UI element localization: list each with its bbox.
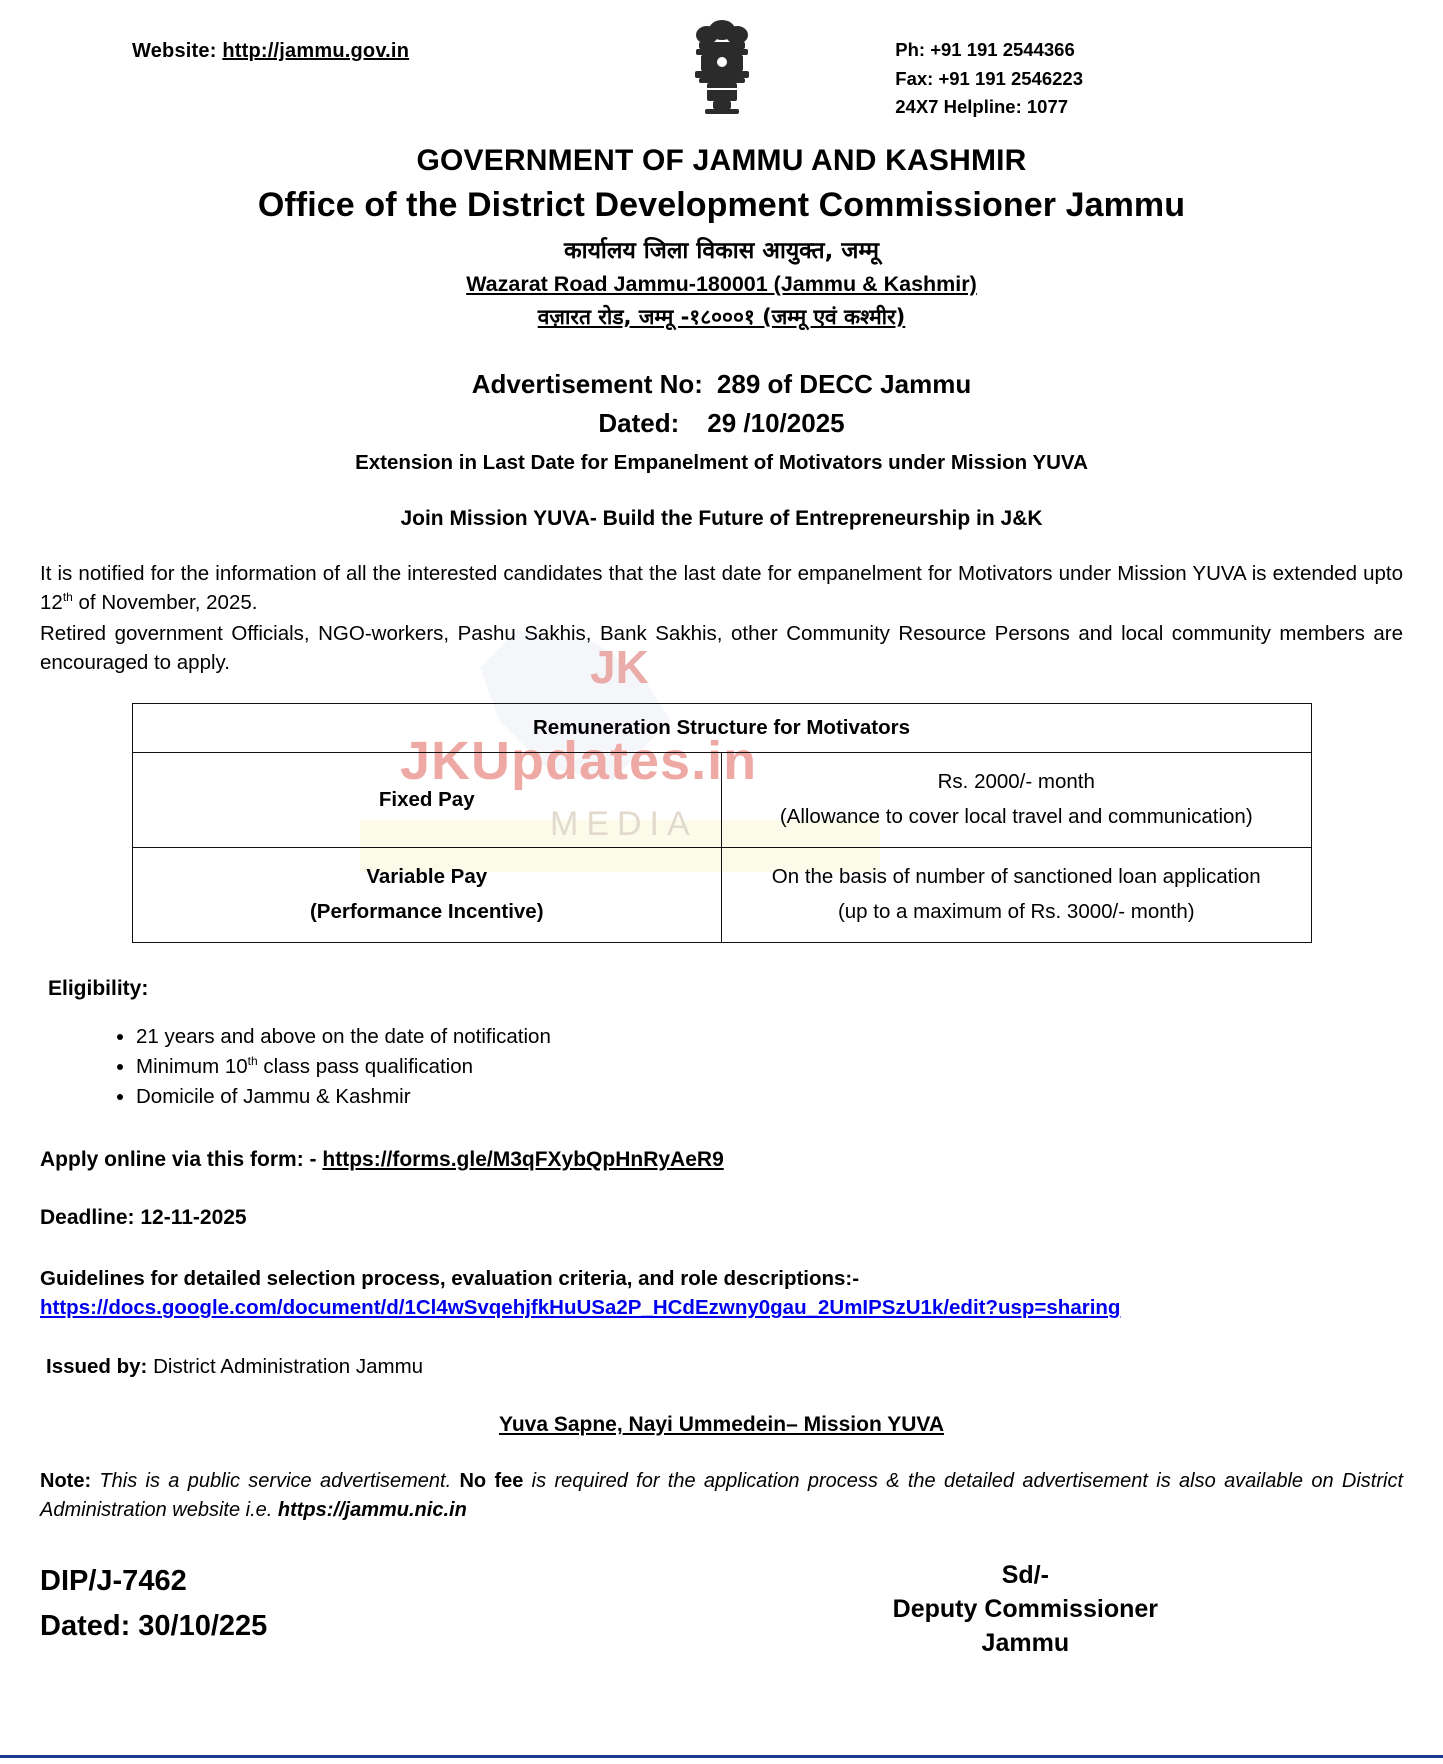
advertisement-dated-value: 29 /10/2025 [707,408,845,438]
advertisement-subject: Extension in Last Date for Empanelment of Motivators under Mission YUVA [355,451,1088,474]
note-part-2: is required for the application process & the detailed advertisement is also available on District Administration website i.e. [40,1470,1403,1522]
application-form-link[interactable]: https://forms.gle/M3qFXybQpHnRyAeR9 [322,1147,724,1171]
notification-text-a: It is notified for the information of all the interested candidates that the last date for empanelment for Motivators under Mission YUVA is extended upto 12 [40,562,1403,615]
dip-dated: Dated: 30/10/225 [40,1610,268,1643]
variable-pay-sublabel: (Performance Incentive) [309,899,544,923]
website-link[interactable]: http://jammu.gov.in [222,40,410,62]
watermark-site-text: JKUpdates.in [400,731,758,791]
eligible-groups-paragraph: Retired government Officials, NGO-workers, Pashu Sakhis, Bank Sakhis, other Community Resource Persons and local community members are encouraged to apply. [40,622,1403,675]
fixed-pay-note: (Allowance to cover local travel and communication) [779,805,1253,829]
website-line [132,40,409,63]
notification-superscript: th [62,590,73,605]
note-part-1: This is a public service advertisement. [91,1470,460,1493]
office-title: Office of the District Development Commissioner Jammu [257,186,1186,224]
national-emblem-icon [687,18,757,128]
notification-paragraph [40,559,1403,617]
variable-pay-basis: On the basis of number of sanctioned loan application [771,865,1261,889]
guidelines-block [40,1264,1403,1323]
advertisement-dated-line [40,408,1403,439]
department-website: https://jammu.nic.in [277,1499,467,1522]
advertisement-number-line [40,369,1403,400]
list-item [136,1053,1403,1081]
office-title-hindi: कार्यालय जिला विकास आयुक्त, जम्मू [563,238,880,264]
table-row [132,753,1311,848]
issued-by-label: Issued by: [46,1355,148,1379]
dip-block [40,1559,267,1649]
eligibility-item-2-pre: Minimum 10 [136,1055,248,1079]
eligibility-item-2-post: class pass qualification [257,1055,474,1079]
apply-label: Apply online via this form: - [40,1147,317,1171]
phone-number: Ph: +91 191 2544366 [895,39,1075,60]
fixed-pay-amount: Rs. 2000/- month [937,770,1095,794]
variable-pay-label: Variable Pay [366,865,488,889]
issued-by-value: District Administration Jammu [153,1355,424,1379]
notification-text-b: of November, 2025. [72,591,258,615]
title-block [40,144,1403,331]
dip-number: DIP/J-7462 [40,1565,187,1598]
contact-block [895,36,1083,122]
bottom-rule [0,1755,1443,1758]
fax-number: Fax: +91 191 2546223 [895,67,1083,89]
note-no-fee: No fee [459,1470,524,1493]
address-hindi: वज़ारत रोड, जम्मू -१८०००१ (जम्मू एवं कश्मीर) [537,305,906,329]
list-item: • 21 years and above on the date of notification [136,1023,1403,1051]
remuneration-table [132,703,1312,942]
remuneration-table-heading: Remuneration Structure for Motivators [132,704,1311,753]
document-footer [40,1559,1403,1689]
advertisement-dated-label: Dated: [598,408,680,438]
variable-pay-value [722,848,1312,943]
signature-block [893,1559,1158,1660]
list-item: • Domicile of Jammu & Kashmir [136,1083,1403,1111]
eligibility-title: Eligibility: [48,976,149,1000]
advertisement-number-label: Advertisement No: [471,369,703,399]
advertisement-tagline: Join Mission YUVA- Build the Future of Entrepreneurship in J&K [400,507,1043,530]
table-row [132,848,1311,943]
advertisement-meta [40,369,1403,531]
fixed-pay-label: Fixed Pay [132,753,722,848]
guidelines-label: Guidelines for detailed selection process, evaluation criteria, and role descriptions:- [40,1266,860,1290]
mission-slogan: Yuva Sapne, Nayi Ummedein– Mission YUVA [498,1413,945,1437]
guidelines-link[interactable]: https://docs.google.com/document/d/1Cl4wSvqehjfkHuUSa2P_HCdEzwny0gau_2UmIPSzU1k/edit?usp=sharing [40,1296,1121,1320]
fixed-pay-value [722,753,1312,848]
watermark-jk-text: JK [590,641,649,693]
variable-pay-label-cell [132,848,722,943]
helpline-number: 24X7 Helpline: 1077 [895,96,1069,118]
advertisement-number-value: 289 of DECC Jammu [716,369,972,399]
note-block [40,1467,1403,1525]
apply-online-line [40,1148,1403,1172]
issued-by-line [46,1355,1403,1379]
address-english: Wazarat Road Jammu-180001 (Jammu & Kashmir) [466,272,977,296]
government-title: GOVERNMENT OF JAMMU AND KASHMIR [416,144,1027,177]
table-header-row [132,704,1311,753]
signature-sd: Sd/- [1001,1561,1049,1590]
note-label: Note: [40,1470,92,1493]
deadline-text: Deadline: 12-11-2025 [40,1205,247,1229]
eligibility-list [40,1023,1403,1112]
signature-designation: Deputy Commissioner [892,1594,1158,1623]
watermark-media-text: MEDIA [550,805,698,843]
signature-place: Jammu [981,1628,1070,1657]
website-label: Website: [132,40,217,62]
document-header [40,18,1403,138]
variable-pay-max: (up to a maximum of Rs. 3000/- month) [837,899,1195,923]
eligibility-item-2-sup: th [247,1054,258,1069]
